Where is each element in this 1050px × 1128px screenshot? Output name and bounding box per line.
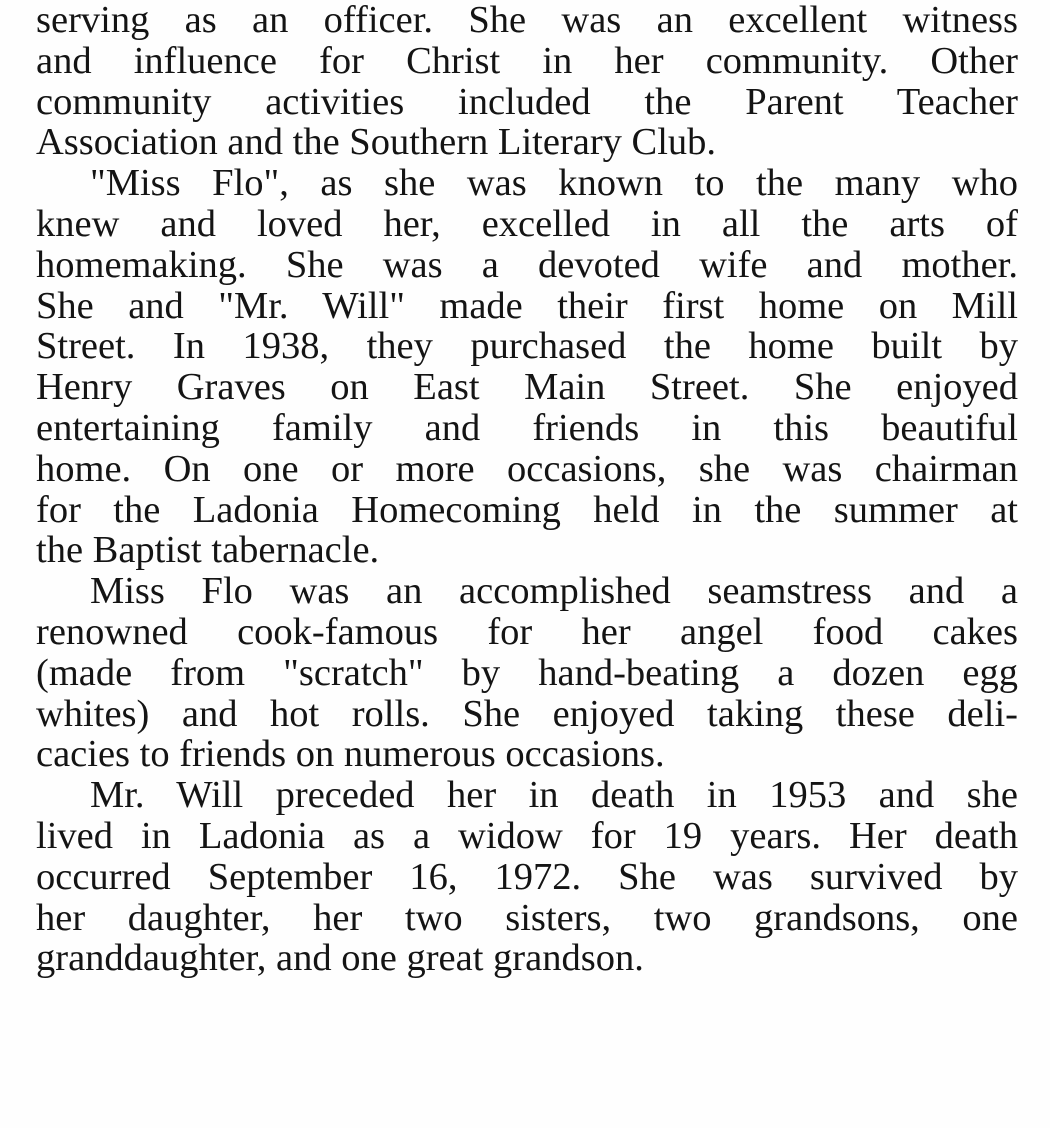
- text-line: renowned cook-famous for her angel food cakes: [36, 611, 1018, 653]
- text-line: entertaining family and friends in this beautiful: [36, 407, 1018, 449]
- text-line: Miss Flo was an accomplished seamstress and a: [90, 571, 1018, 612]
- text-line: knew and loved her, excelled in all the arts of: [36, 203, 1018, 245]
- text-line: home. On one or more occasions, she was chairman: [36, 448, 1018, 490]
- text-line: community activities included the Parent Teacher: [36, 81, 1018, 123]
- text-line: serving as an officer. She was an excellent witness: [36, 0, 1018, 41]
- text-line: whites) and hot rolls. She enjoyed taking these deli-: [36, 693, 1018, 735]
- text-line: Mr. Will preceded her in death in 1953 and she: [90, 775, 1018, 816]
- text-line: cacies to friends on numerous occasions.: [36, 734, 665, 776]
- text-line: and influence for Christ in her community. Other: [36, 40, 1018, 82]
- text-line: her daughter, her two sisters, two grandsons, one: [36, 897, 1018, 939]
- text-line: "Miss Flo", as she was known to the many who: [90, 163, 1018, 204]
- text-line: lived in Ladonia as a widow for 19 years. Her death: [36, 815, 1018, 857]
- text-line: the Baptist tabernacle.: [36, 530, 380, 572]
- text-line: Street. In 1938, they purchased the home built by: [36, 326, 1018, 368]
- text-line: occurred September 16, 1972. She was survived by: [36, 856, 1018, 898]
- text-line: She and "Mr. Will" made their first home on Mill: [36, 285, 1018, 327]
- text-line: (made from "scratch" by hand-beating a dozen egg: [36, 652, 1018, 694]
- text-line: Association and the Southern Literary Club.: [36, 122, 717, 164]
- text-line: for the Ladonia Homecoming held in the summer at: [36, 489, 1018, 531]
- text-line: granddaughter, and one great grandson.: [36, 938, 644, 980]
- text-line: homemaking. She was a devoted wife and mother.: [36, 244, 1018, 286]
- body-text: [36, 0, 1026, 979]
- text-line: Henry Graves on East Main Street. She enjoyed: [36, 367, 1018, 408]
